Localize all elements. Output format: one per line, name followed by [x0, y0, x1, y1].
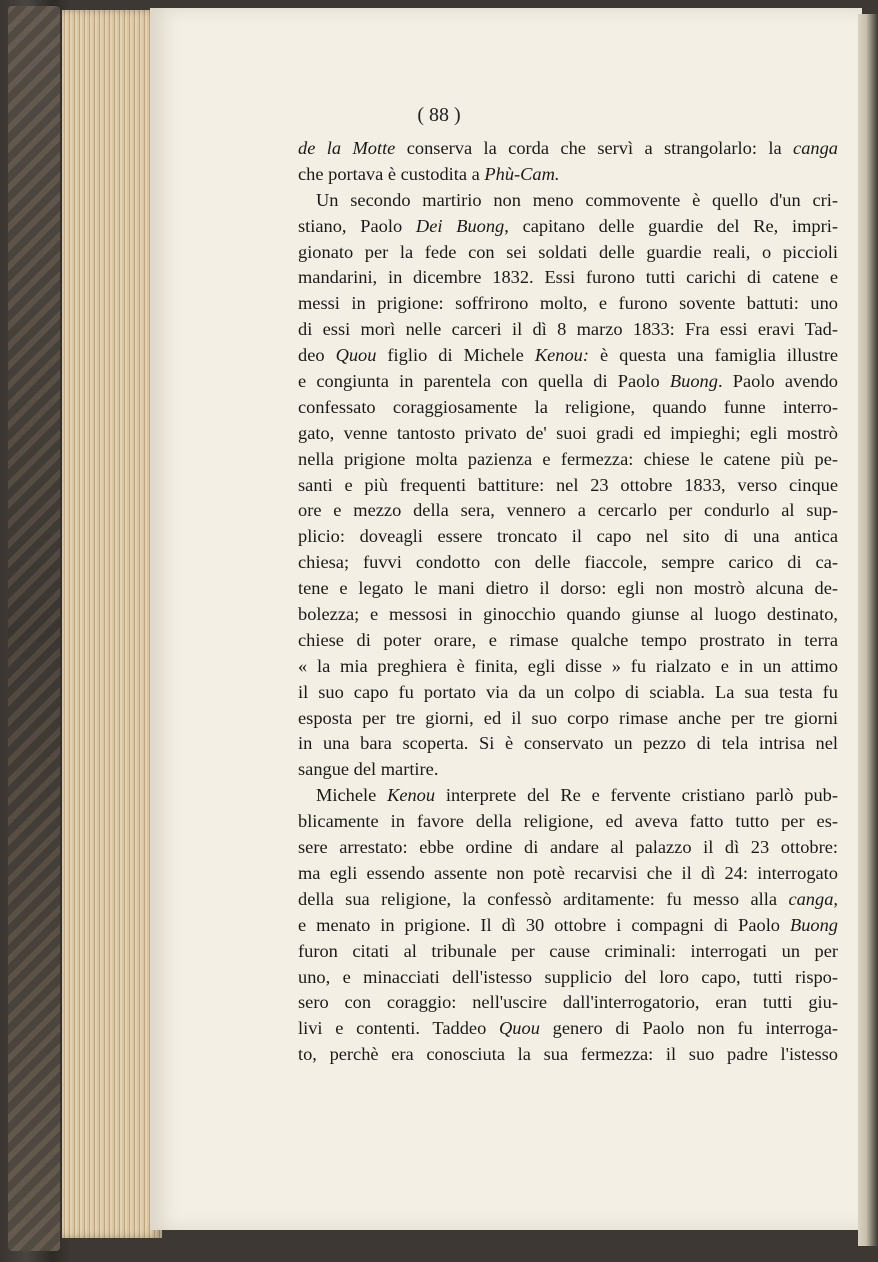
text-segment: confessato coraggiosamente la religione, quando funne interro-: [298, 396, 838, 417]
text-line: [298, 861, 838, 887]
text-segment: che portava è custodita a: [298, 163, 485, 184]
text-line: [298, 1016, 838, 1042]
italic-text: Buong: [669, 371, 718, 392]
text-segment: . Paolo avendo: [717, 371, 838, 392]
text-line: [298, 990, 838, 1016]
italic-text: Kenou: [387, 785, 436, 806]
text-segment: esposta per tre giorni, ed il suo corpo rimase anche per tre giorni: [298, 707, 838, 728]
text-segment: e menato in prigione. Il dì 30 ottobre i compagni di Paolo: [298, 914, 790, 935]
text-line: [298, 447, 838, 473]
text-segment: livi e contenti. Taddeo: [298, 1018, 500, 1039]
text-segment: in una bara scoperta. Si è conservato un pezzo di tela intrisa nel: [298, 733, 838, 754]
text-segment: della sua religione, la confessò arditamente: fu messo alla: [298, 888, 789, 909]
text-segment: ma egli essendo assente non potè recarvisi che il dì 24: interrogato: [298, 862, 838, 883]
italic-text: Quou: [335, 345, 377, 366]
text-segment: tene e legato le mani dietro il dorso: egli non mostrò alcuna de-: [298, 578, 838, 599]
text-segment: è questa una famiglia illustre: [588, 345, 839, 366]
text-line: [298, 835, 838, 861]
text-line: [298, 188, 838, 214]
text-segment: ore e mezzo della sera, vennero a cercarlo per condurlo al sup-: [298, 500, 838, 521]
text-segment: gato, venne tantosto privato de' suoi gradi ed impieghi; egli mostrò: [298, 422, 838, 443]
italic-text: Dei Buong: [415, 215, 505, 236]
text-line: [298, 136, 838, 162]
text-segment: Un secondo martirio non meno commovente è quello d'un cri-: [316, 189, 838, 210]
text-line: [298, 550, 838, 576]
right-page-edge: [858, 14, 878, 1246]
text-line: [298, 602, 838, 628]
text-line: [298, 369, 838, 395]
text-line: [298, 317, 838, 343]
text-line: [298, 809, 838, 835]
text-line: [298, 939, 838, 965]
text-segment: deo: [298, 345, 336, 366]
page-number: ( 88 ): [417, 104, 461, 126]
text-segment: furon citati al tribunale per cause criminali: interrogati un per: [298, 940, 838, 961]
text-line: [298, 965, 838, 991]
marbled-board: [8, 6, 60, 1251]
text-segment: conserva la corda che servì a strangolarlo: la: [395, 138, 794, 158]
text-segment: il suo capo fu portato via da un colpo di sciabla. La sua testa fu: [298, 681, 838, 702]
text-segment: blicamente in favore della religione, ed aveva fatto tutto per es-: [298, 811, 838, 832]
text-segment: plicio: doveagli essere troncato il capo nel sito di una antica: [298, 526, 838, 547]
text-line: [298, 654, 838, 680]
text-segment: santi e più frequenti battiture: nel 23 ottobre 1833, verso cinque: [298, 474, 838, 495]
italic-text: canga: [793, 138, 838, 158]
text-line: [298, 887, 838, 913]
text-segment: sere arrestato: ebbe ordine di andare al palazzo il dì 23 ottobre:: [298, 837, 838, 858]
text-segment: interprete del Re e fervente cristiano parlò pub-: [435, 785, 839, 806]
text-line: [298, 576, 838, 602]
text-segment: genero di Paolo non fu interroga-: [539, 1018, 838, 1039]
text-line: [298, 421, 838, 447]
text-segment: to, perchè era conosciuta la sua fermezza: il suo padre l'istesso: [298, 1044, 838, 1065]
text-line: [298, 265, 838, 291]
italic-text: de la Motte: [298, 138, 396, 158]
text-segment: chiese di poter orare, e rimase qualche tempo prostrato in terra: [298, 629, 838, 650]
text-line: [298, 343, 838, 369]
text-line: [298, 524, 838, 550]
text-segment: e congiunta in parentela con quella di Paolo: [298, 371, 670, 392]
text-line: [298, 240, 838, 266]
text-segment: sero con coraggio: nell'uscire dall'interrogatorio, eran tutti giu-: [298, 992, 838, 1013]
text-line: [298, 395, 838, 421]
text-line: [298, 291, 838, 317]
text-line: [298, 498, 838, 524]
italic-text: Quou: [499, 1018, 540, 1039]
text-segment: di essi morì nelle carceri il dì 8 marzo 1833: Fra essi eravi Tad-: [298, 319, 838, 340]
text-segment: gionato per la fede con sei soldati delle guardie reali, o piccioli: [298, 241, 838, 262]
text-segment: uno, e minacciati dell'istesso supplicio del loro capo, tutti rispo-: [298, 966, 838, 987]
italic-text: canga,: [788, 888, 838, 909]
text-line: [298, 473, 838, 499]
text-line: [298, 706, 838, 732]
text-line: [298, 731, 838, 757]
text-segment: mandarini, in dicembre 1832. Essi furono tutti carichi di catene e: [298, 267, 838, 288]
text-segment: « la mia preghiera è finita, egli disse » fu rialzato e in un attimo: [298, 655, 838, 676]
italic-text: Kenou:: [534, 345, 589, 366]
italic-text: Phù-Cam.: [484, 163, 560, 184]
text-line: [298, 680, 838, 706]
text-segment: stiano, Paolo: [298, 215, 416, 236]
text-segment: nella prigione molta pazienza e fermezza: chiese le catene più pe-: [298, 448, 838, 469]
text-segment: bolezza; e messosi in ginocchio quando giunse al luogo destinato,: [298, 604, 838, 625]
text-line: [298, 1042, 838, 1068]
text-line: [298, 628, 838, 654]
text-line: [298, 783, 838, 809]
text-segment: figlio di Michele: [376, 345, 535, 366]
text-segment: sangue del martire.: [298, 759, 439, 780]
text-segment: chiesa; fuvvi condotto con delle fiaccole, sempre carico di ca-: [298, 552, 838, 573]
italic-text: Buong: [789, 914, 838, 935]
text-line: [298, 913, 838, 939]
text-line: [298, 757, 838, 783]
text-segment: , capitano delle guardie del Re, impri-: [504, 215, 838, 236]
body-text: [298, 136, 838, 1068]
page-edges: [62, 10, 162, 1238]
text-line: [298, 162, 838, 188]
text-segment: Michele: [316, 785, 388, 806]
text-line: [298, 214, 838, 240]
text-segment: messi in prigione: soffrirono molto, e furono sovente battuti: uno: [298, 293, 838, 314]
